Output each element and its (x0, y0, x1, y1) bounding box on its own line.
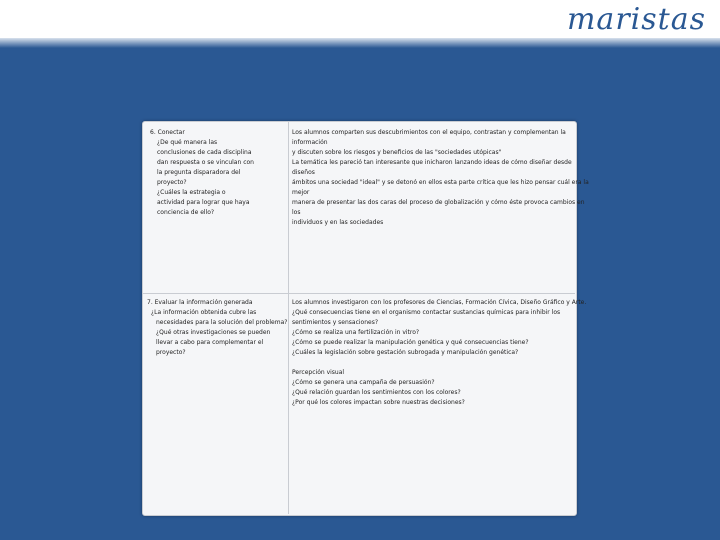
response-line: Percepción visual (292, 369, 345, 376)
response-line: Los alumnos investigaron con los profesores de Ciencias, Formación Cívica, Diseño Gráfico y Arte. (292, 299, 587, 306)
response-line: ¿Cómo se puede realizar la manipulación genética y qué consecuencias tiene? (292, 339, 529, 346)
response-line: ámbitos una sociedad "ideal" y se detonó en ellos esta parte crítica que les hizo pensar cuál era la (292, 179, 589, 186)
response-line: ¿Qué consecuencias tiene en el organismo contactar sustancias químicas para inhibir los (292, 309, 561, 316)
connect-line: ¿Cuáles la estrategia o (157, 189, 226, 196)
response-line: individuos y en las sociedades (292, 219, 384, 226)
evaluate-line: necesidades para la solución del problema? (156, 319, 288, 326)
connect-line: conciencia de ello? (157, 209, 215, 216)
connect-line: conclusiones de cada disciplina (157, 149, 252, 156)
response-line: los (292, 209, 301, 216)
cell-connect-response (292, 128, 589, 228)
response-line: La temática les pareció tan interesante que inicharon lanzando ideas de cómo diseñar desde (292, 159, 572, 166)
response-line: Los alumnos comparten sus descubrimientos con el equipo, contrastan y complementan la (292, 129, 566, 136)
connect-heading: 6. Conectar (150, 129, 185, 136)
connect-line: la pregunta disparadora del (157, 169, 241, 176)
connect-line: actividad para lograr que haya (157, 199, 250, 206)
response-line: manera de presentar las dos caras del proceso de globalización y cómo éste provoca cambios en (292, 199, 585, 206)
evaluate-line: ¿Qué otras investigaciones se pueden (156, 329, 271, 336)
connect-line: ¿De qué manera las (157, 139, 218, 146)
maristas-logo: maristas (566, 2, 706, 37)
column-divider (288, 121, 289, 514)
connect-line: proyecto? (157, 179, 187, 186)
response-line: mejor (292, 189, 310, 196)
paragraph-gap (292, 358, 572, 368)
response-line: ¿Cómo se genera una campaña de persuasión? (292, 379, 435, 386)
response-line: ¿Qué relación guardan los sentimientos con los colores? (292, 389, 461, 396)
evaluate-line: llevar a cabo para complementar el (156, 339, 264, 346)
evaluate-heading: 7. Evaluar la información generada (147, 299, 253, 306)
response-line: ¿Por qué los colores impactan sobre nuestras decisiones? (292, 399, 465, 406)
evaluate-line: ¿La información obtenida cubre las (151, 309, 257, 316)
response-line: ¿Cómo se realiza una fertilización in vitro? (292, 329, 420, 336)
cell-connect-prompt (150, 128, 282, 218)
row-divider (142, 293, 575, 294)
evaluate-line: proyecto? (156, 349, 186, 356)
response-line: información (292, 139, 328, 146)
cell-evaluate-prompt (147, 298, 287, 358)
response-line: ¿Cuáles la legislación sobre gestación subrogada y manipulación genética? (292, 349, 519, 356)
cell-evaluate-response (292, 298, 587, 408)
response-line: diseños (292, 169, 315, 176)
response-line: y discuten sobre los riesgos y beneficios de las "sociedades utópicas" (292, 149, 502, 156)
header-shade (0, 38, 720, 48)
connect-line: dan respuesta o se vinculan con (157, 159, 254, 166)
response-line: sentimientos y sensaciones? (292, 319, 379, 326)
